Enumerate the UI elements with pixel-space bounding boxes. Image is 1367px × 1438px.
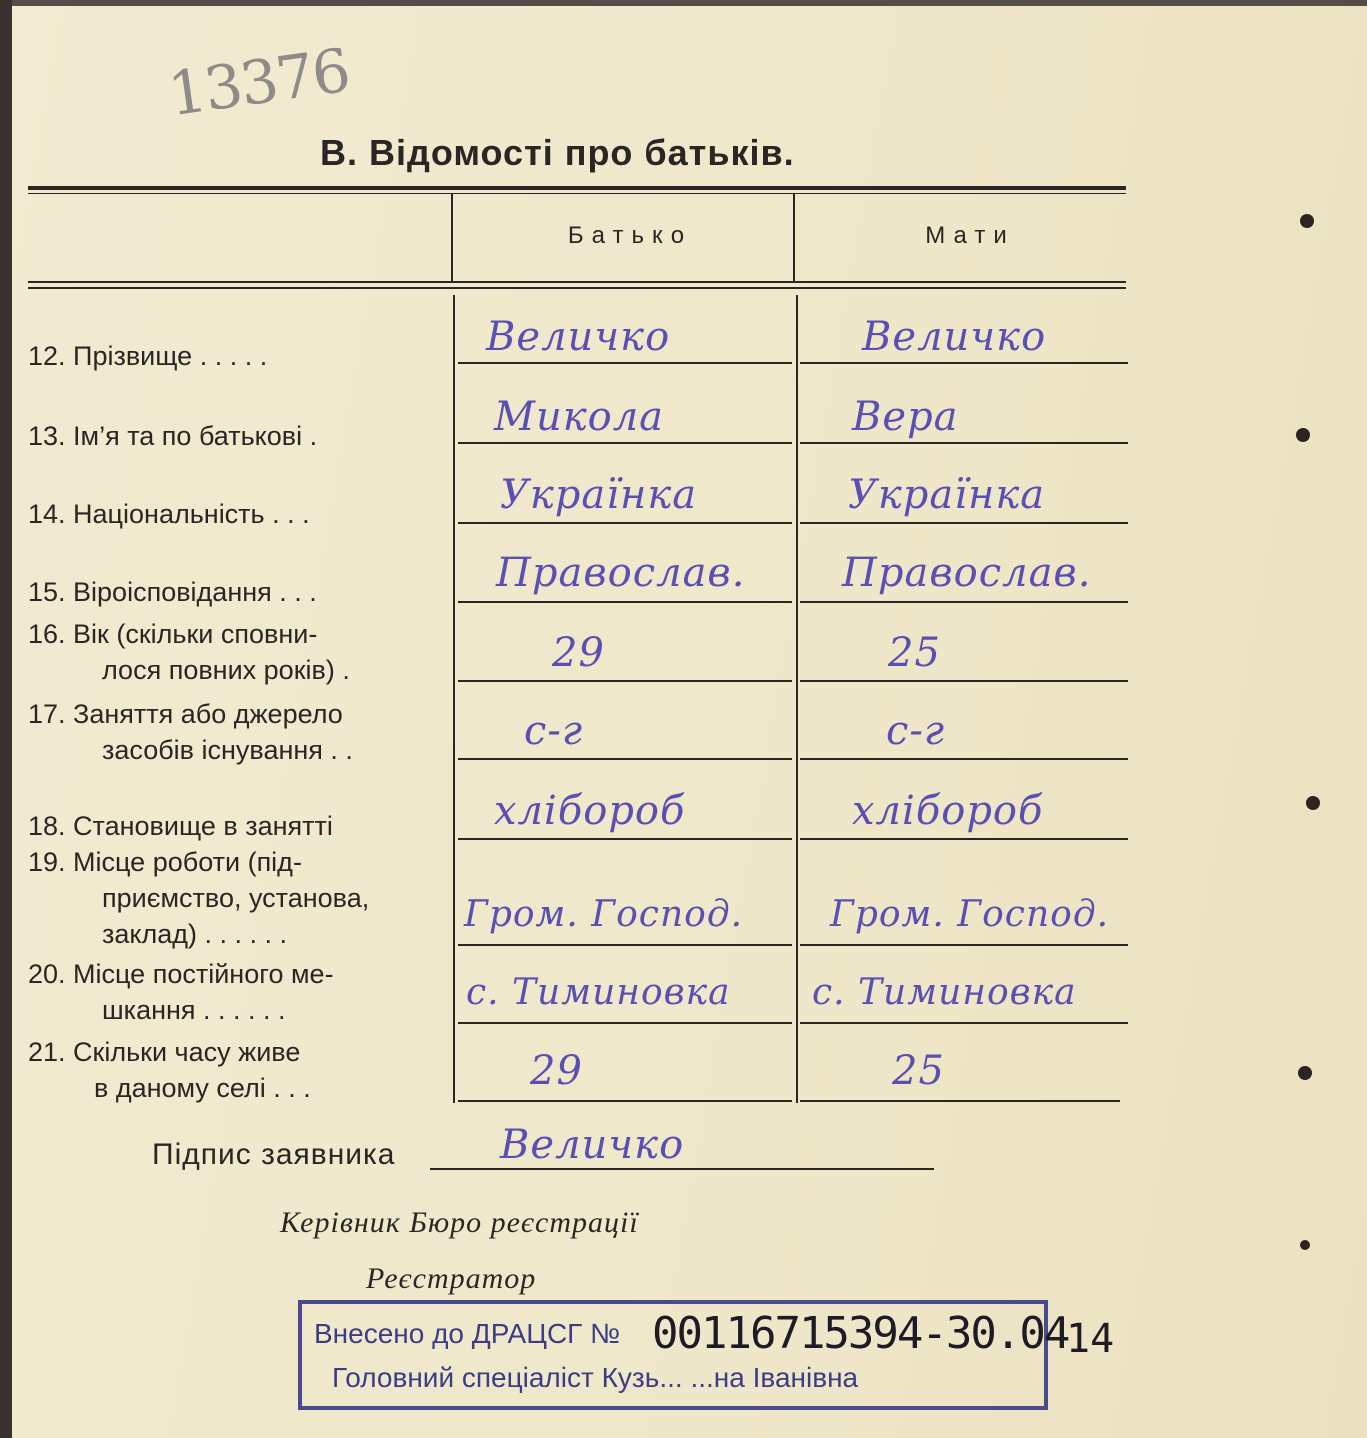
body-divider-2 [796, 295, 798, 1103]
column-header-mother: Мати [925, 222, 1015, 249]
row-underline [458, 944, 792, 946]
row-label-occupation: 17. Заняття або джерело [28, 699, 343, 729]
mother-religion: Православ. [842, 550, 1092, 596]
row-underline [458, 758, 792, 760]
row-underline [458, 601, 792, 603]
row-label-position: 18. Становище в занятті [28, 811, 333, 841]
row-label-residence-cont: шкання . . . . . . [102, 995, 286, 1025]
father-nationality: Українка [500, 472, 698, 518]
mother-workplace: Гром. Господ. [830, 894, 1110, 935]
row-label-name: 13. Ім’я та по батькові . [28, 421, 318, 451]
header-rule-top-thin [28, 193, 1126, 194]
row-label-residence: 20. Місце постійного ме- [28, 959, 334, 989]
father-workplace: Гром. Господ. [464, 894, 744, 935]
row-underline [458, 362, 792, 364]
row-label-workplace-cont: приємство, установа, [102, 883, 370, 913]
father-age: 29 [552, 630, 605, 676]
row-label-occupation-cont: засобів існування . . [102, 735, 353, 765]
page-edge-top [0, 0, 1367, 6]
registrar-label: Реєстратор [366, 1262, 537, 1295]
punch-hole [1298, 1066, 1312, 1080]
row-label-duration-cont: в даному селі . . . [94, 1073, 311, 1103]
header-rule-bottom-2 [28, 287, 1126, 289]
registry-code-suffix: 14 [1066, 1316, 1115, 1362]
registry-code: 00116715394-30.04 [652, 1308, 1069, 1359]
punch-hole [1296, 428, 1310, 442]
row-underline [800, 680, 1128, 682]
row-underline [800, 758, 1128, 760]
body-divider-1 [453, 295, 455, 1103]
row-label-workplace-cont2: заклад) . . . . . . [102, 919, 288, 949]
section-title: В. Відомості про батьків. [320, 132, 795, 173]
stamp-line-2: Головний спеціаліст Кузь... ...на Іванівна [332, 1362, 859, 1393]
row-underline [458, 680, 792, 682]
page-edge [0, 0, 12, 1438]
punch-hole [1300, 1240, 1310, 1250]
row-underline [800, 838, 1128, 840]
mother-position: хлібороб [852, 788, 1044, 834]
father-duration: 29 [530, 1048, 583, 1094]
row-label-age-cont: лося повних років) . [102, 655, 350, 685]
row-underline [800, 442, 1128, 444]
mother-occupation: с-г [886, 708, 946, 754]
row-underline [800, 944, 1128, 946]
father-residence: с. Тиминовка [466, 972, 731, 1013]
father-occupation: с-г [524, 708, 584, 754]
header-divider-1 [451, 194, 453, 282]
father-religion: Православ. [496, 550, 746, 596]
mother-duration: 25 [892, 1048, 945, 1094]
row-label-age: 16. Вік (скільки сповни- [28, 619, 318, 649]
signature-line [430, 1168, 934, 1170]
punch-hole [1300, 214, 1314, 228]
row-underline [800, 601, 1128, 603]
signature-label: Підпис заявника [152, 1138, 396, 1171]
row-underline [800, 1100, 1120, 1102]
row-underline [458, 442, 792, 444]
row-underline [458, 1022, 792, 1024]
stamp-line-1: Внесено до ДРАЦСГ № [314, 1318, 621, 1349]
punch-hole [1306, 796, 1320, 810]
row-label-surname: 12. Прізвище . . . . . [28, 341, 268, 371]
header-rule-bottom [28, 281, 1126, 283]
father-surname: Величко [486, 314, 671, 360]
mother-age: 25 [888, 630, 941, 676]
bureau-head-label: Керівник Бюро реєстрації [280, 1206, 639, 1239]
row-label-duration: 21. Скільки часу живе [28, 1037, 301, 1067]
row-underline [800, 1022, 1128, 1024]
father-name: Микола [494, 394, 665, 440]
row-underline [800, 522, 1128, 524]
header-divider-2 [793, 194, 795, 282]
mother-nationality: Українка [848, 472, 1046, 518]
row-label-workplace: 19. Місце роботи (під- [28, 847, 302, 877]
mother-name: Вера [852, 394, 959, 440]
father-position: хлібороб [494, 788, 686, 834]
mother-residence: с. Тиминовка [812, 972, 1077, 1013]
row-label-nationality: 14. Національність . . . [28, 499, 310, 529]
row-label-religion: 15. Віроісповідання . . . [28, 577, 317, 607]
signature-value: Величко [500, 1122, 685, 1168]
header-rule-top [28, 186, 1126, 190]
row-underline [458, 522, 792, 524]
row-underline [458, 1100, 792, 1102]
mother-surname: Величко [862, 314, 1047, 360]
row-underline [458, 838, 792, 840]
archive-number: 13376 [164, 35, 353, 131]
row-underline [800, 362, 1128, 364]
column-header-father: Батько [567, 222, 693, 249]
